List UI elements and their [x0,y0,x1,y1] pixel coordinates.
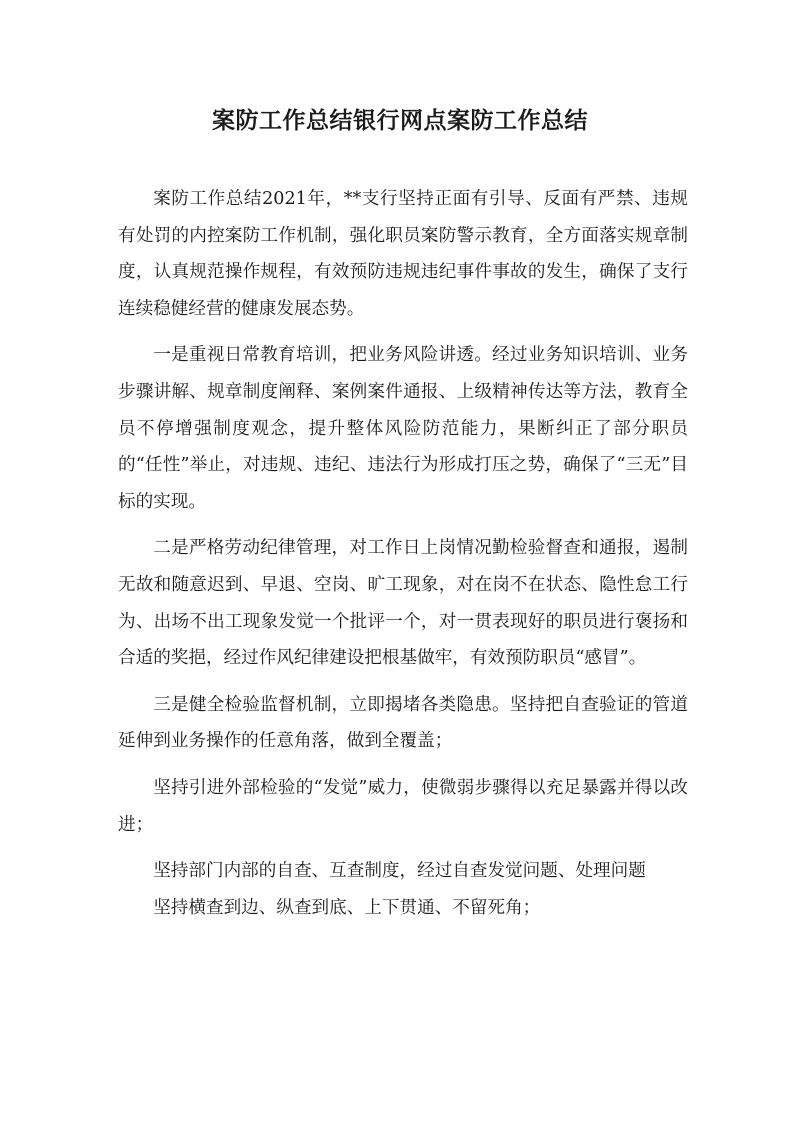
document-title: 案防工作总结银行网点案防工作总结 [212,107,588,134]
document-body [118,181,688,936]
paragraph-labor-discipline: 二是严格劳动纪律管理，对工作日上岗情况勤检验督查和通报，遏制无故和随意迟到、早退、空岗、旷工现象，对在岗不在状态、隐性怠工行为、出场不出工现象发觉一个批评一个，对一贯表现好的职员进行褒扬和合适的奖挹，经过作风纪律建设把根基做牢，有效预防职员“感冒”。 [118,538,688,669]
paragraph-external-inspection: 坚持引进外部检验的“发觉”威力，使微弱步骤得以充足暴露并得以改进； [118,777,688,835]
paragraph-inspection-mechanism: 三是健全检验监督机制，立即揭堵各类隐患。坚持把自查验证的管道延伸到业务操作的任意角落，做到全覆盖； [118,694,688,752]
paragraph-full-coverage: 坚持横查到边、纵查到底、上下贯通、不留死角； [153,897,541,918]
paragraph-education-training: 一是重视日常教育培训，把业务风险讲透。经过业务知识培训、业务步骤讲解、规章制度阐释、案例案件通报、上级精神传达等方法，教育全员不停增强制度观念，提升整体风险防范能力，果断纠正了部分职员的“任性”举止，对违规、违纪、违法行为形成打压之势，确保了“三无”目标的实现。 [118,345,688,512]
paragraph-intro: 案防工作总结2021年，**支行坚持正面有引导、反面有严禁、违规有处罚的内控案防工作机制，强化职员案防警示教育，全方面落实规章制度，认真规范操作规程，有效预防违规违纪事件事故的发生，确保了支行连续稳健经营的健康发展态势。 [118,189,688,319]
paragraph-internal-check: 坚持部门内部的自查、互查制度，经过自查发觉问题、处理问题 [153,861,646,882]
